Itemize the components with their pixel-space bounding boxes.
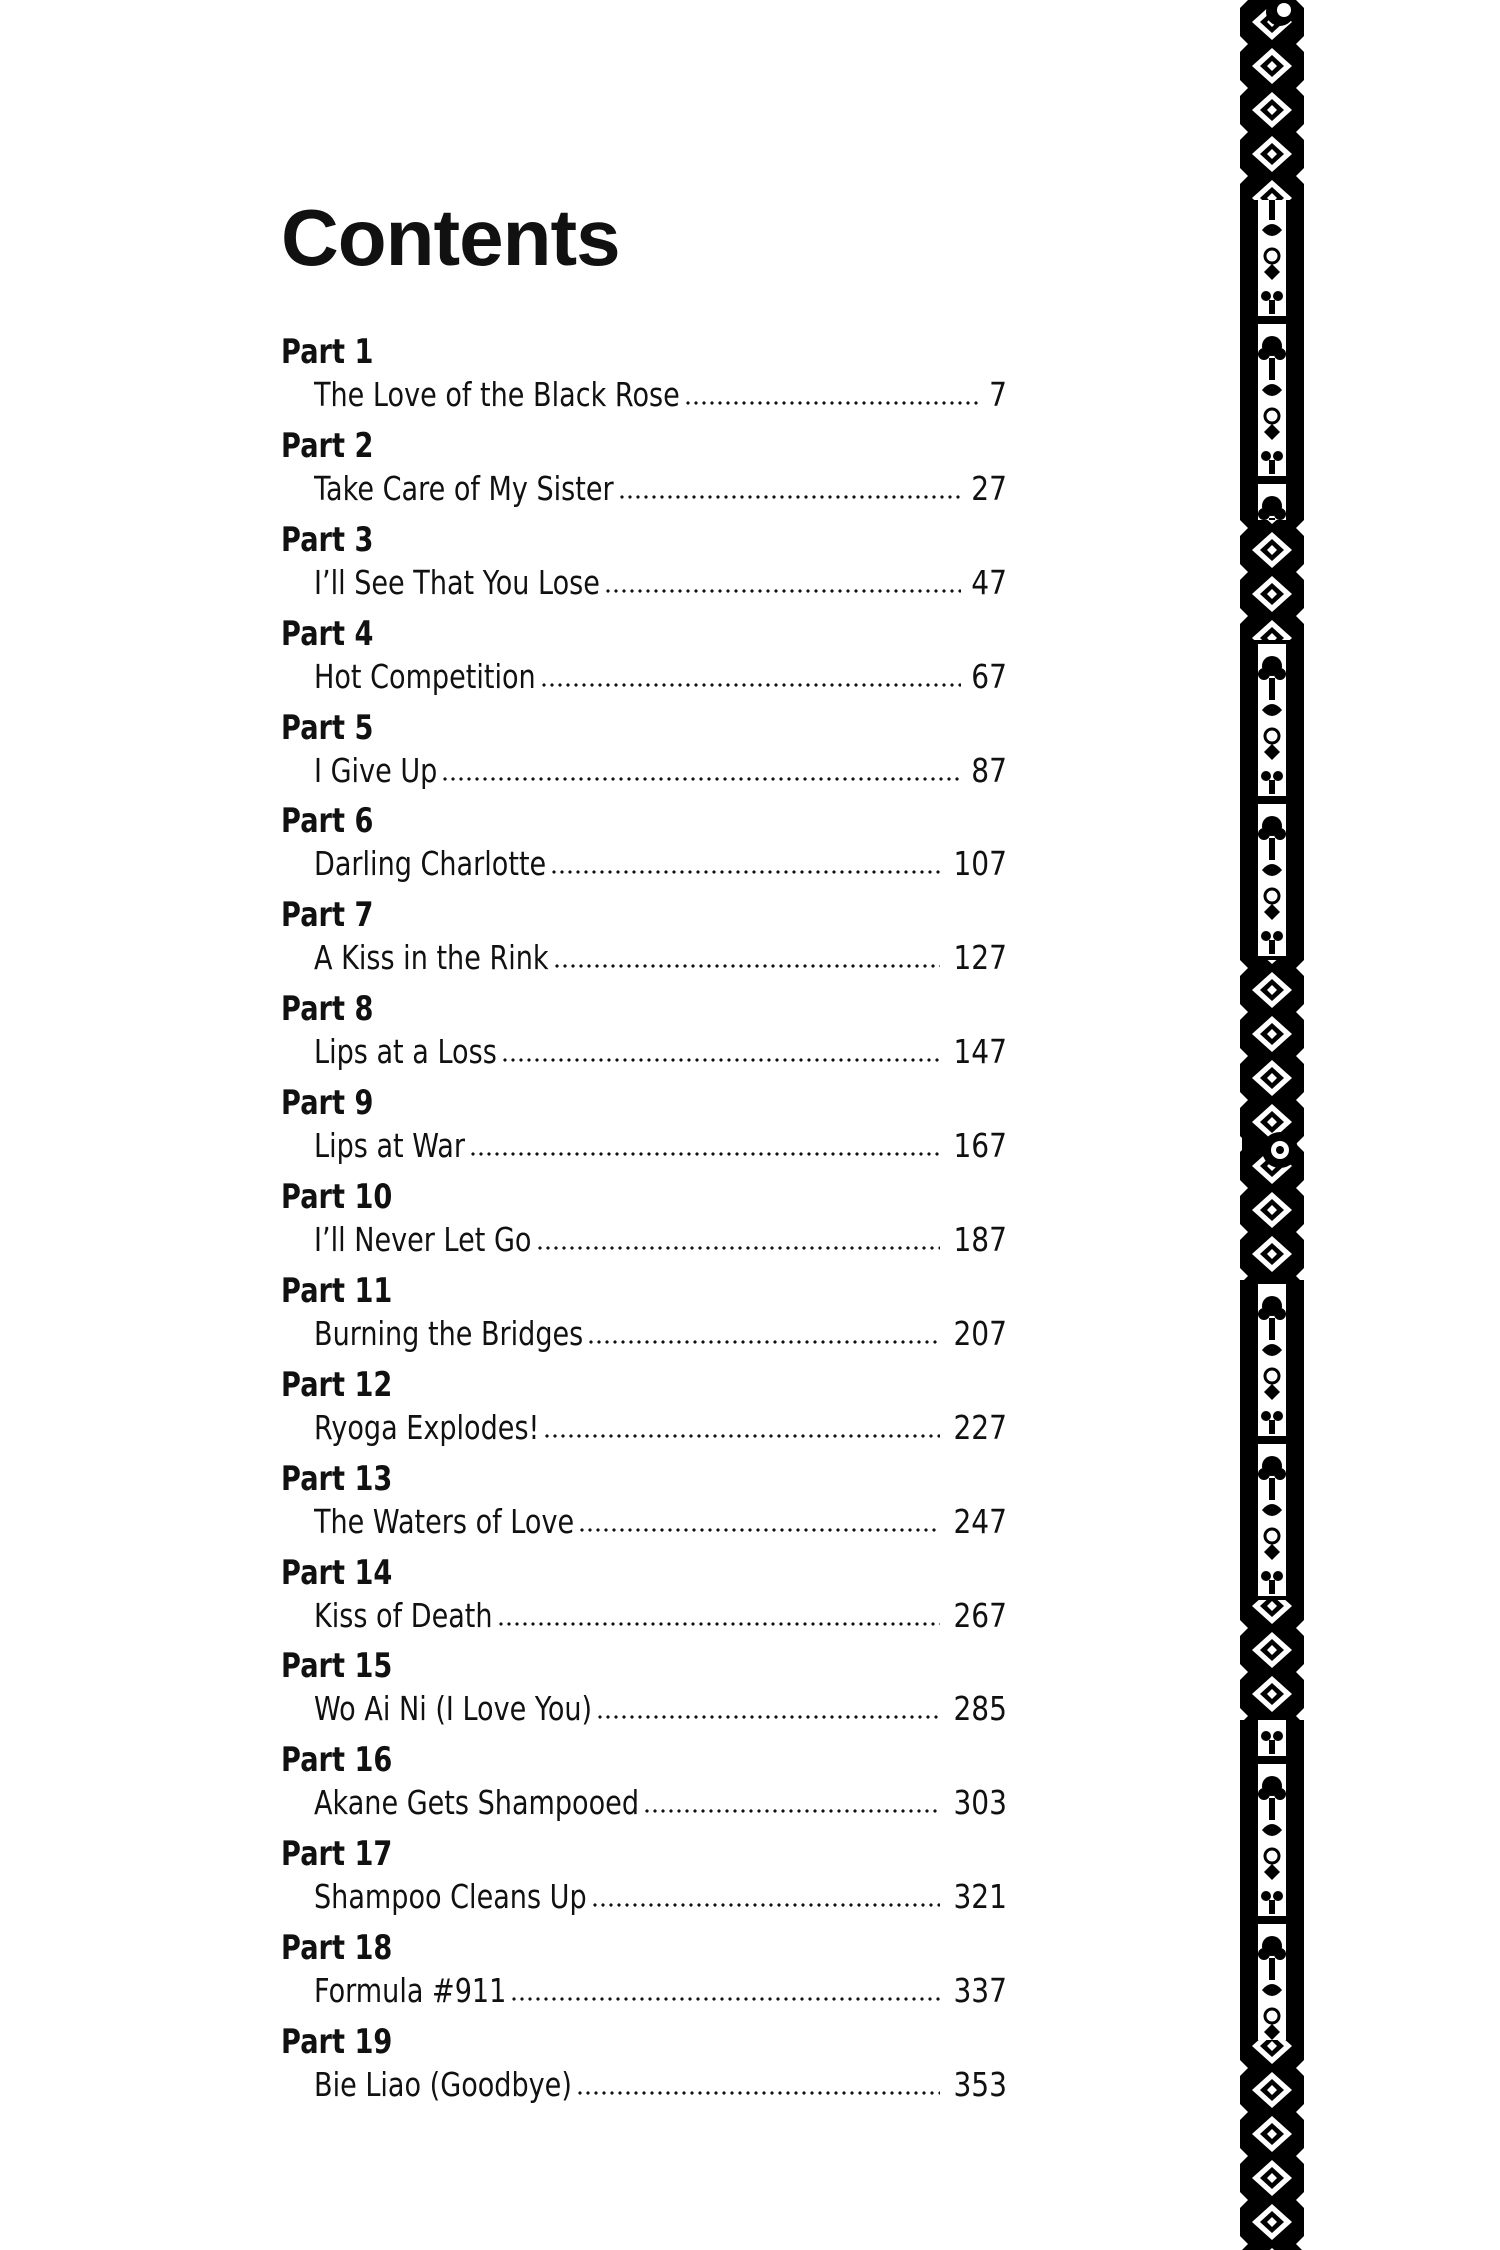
- toc-entry: [281, 1832, 1007, 1926]
- chapter-line: [314, 558, 1007, 602]
- part-label: Part 7: [281, 895, 374, 936]
- page-number: 127: [953, 938, 1007, 978]
- chapter-title: I Give Up: [314, 750, 438, 790]
- toc-entry: [281, 2020, 1007, 2114]
- page-number: 7: [989, 375, 1007, 414]
- dot-leader: [536, 1246, 941, 1250]
- chapter-line: [314, 652, 1007, 696]
- chapter-title: Kiss of Death: [314, 1595, 493, 1635]
- page-number: 47: [971, 562, 1007, 602]
- dot-leader: [553, 964, 940, 968]
- part-label: Part 16: [281, 1740, 393, 1781]
- chapter-title: Lips at War: [314, 1126, 466, 1166]
- toc-entry: [281, 706, 1007, 800]
- toc-entry: [281, 1926, 1007, 2020]
- dot-leader: [510, 1997, 940, 2001]
- part-label: Part 19: [281, 2022, 393, 2063]
- chapter-title: Shampoo Cleans Up: [314, 1877, 587, 1917]
- chapter-line: [314, 933, 1007, 977]
- toc-entry: [281, 799, 1007, 893]
- chapter-title: Darling Charlotte: [314, 844, 547, 884]
- chapter-line: [314, 1872, 1007, 1916]
- toc-entry: [281, 893, 1007, 987]
- part-label: Part 18: [281, 1928, 393, 1969]
- part-label: Part 2: [281, 425, 374, 466]
- chapter-title: Take Care of My Sister: [314, 468, 614, 508]
- dot-leader: [501, 1058, 940, 1062]
- toc-entry: [281, 1644, 1007, 1738]
- chapter-title: Hot Competition: [314, 656, 536, 696]
- dot-leader: [591, 1903, 940, 1907]
- toc-entry: [281, 424, 1007, 518]
- chapter-line: [314, 839, 1007, 883]
- chapter-line: [314, 1215, 1007, 1259]
- part-label: Part 12: [281, 1364, 393, 1405]
- chapter-line: [314, 1121, 1007, 1165]
- toc-entry: [281, 1457, 1007, 1551]
- chapter-line: [314, 1591, 1007, 1635]
- page-number: 87: [971, 750, 1007, 790]
- page-number: 285: [953, 1689, 1007, 1729]
- toc-entry: [281, 1269, 1007, 1363]
- chapter-title: Wo Ai Ni (I Love You): [314, 1689, 593, 1729]
- page-number: 337: [953, 1971, 1007, 2011]
- page-number: 207: [953, 1313, 1007, 1353]
- chapter-title: Formula #911: [314, 1971, 507, 2011]
- page-number: 247: [953, 1501, 1007, 1541]
- part-label: Part 15: [281, 1646, 393, 1687]
- page-number: 147: [953, 1032, 1007, 1072]
- part-label: Part 3: [281, 519, 374, 560]
- dot-leader: [643, 1809, 940, 1813]
- part-label: Part 6: [281, 801, 374, 842]
- page-number: 167: [953, 1126, 1007, 1166]
- chapter-line: [314, 746, 1007, 790]
- dot-leader: [604, 589, 961, 593]
- dot-leader: [441, 777, 961, 781]
- table-of-contents: [281, 330, 1007, 2114]
- ornamental-border-icon: [1240, 0, 1304, 2250]
- dot-leader: [587, 1340, 940, 1344]
- toc-entry: [281, 1363, 1007, 1457]
- chapter-line: [314, 370, 1007, 414]
- chapter-title: I’ll Never Let Go: [314, 1220, 532, 1260]
- page-number: 321: [953, 1877, 1007, 1917]
- chapter-title: Burning the Bridges: [314, 1313, 584, 1353]
- chapter-title: Bie Liao (Goodbye): [314, 2065, 572, 2105]
- chapter-title: Ryoga Explodes!: [314, 1407, 540, 1447]
- page-number: 303: [953, 1783, 1007, 1823]
- chapter-line: [314, 464, 1007, 508]
- part-label: Part 10: [281, 1177, 393, 1218]
- part-label: Part 13: [281, 1458, 393, 1499]
- page-number: 187: [953, 1220, 1007, 1260]
- page-number: 67: [971, 656, 1007, 696]
- dot-leader: [540, 683, 961, 687]
- toc-entry: [281, 1551, 1007, 1645]
- toc-entry: [281, 330, 1007, 424]
- toc-entry: [281, 612, 1007, 706]
- chapter-title: A Kiss in the Rink: [314, 938, 549, 978]
- toc-entry: [281, 518, 1007, 612]
- chapter-line: [314, 1403, 1007, 1447]
- toc-entry: [281, 987, 1007, 1081]
- part-label: Part 17: [281, 1834, 393, 1875]
- page-number: 267: [953, 1595, 1007, 1635]
- page-number: 227: [953, 1407, 1007, 1447]
- chapter-line: [314, 1966, 1007, 2010]
- chapter-title: Akane Gets Shampooed: [314, 1783, 640, 1823]
- chapter-title: I’ll See That You Lose: [314, 562, 600, 602]
- dot-leader: [684, 401, 982, 405]
- part-label: Part 14: [281, 1552, 393, 1593]
- toc-entry: [281, 1081, 1007, 1175]
- part-label: Part 1: [281, 332, 374, 372]
- chapter-line: [314, 1684, 1007, 1728]
- chapter-line: [314, 1027, 1007, 1071]
- chapter-title: The Waters of Love: [314, 1501, 575, 1541]
- dot-leader: [618, 495, 961, 499]
- dot-leader: [578, 1528, 940, 1532]
- chapter-title: The Love of the Black Rose: [314, 375, 680, 414]
- dot-leader: [469, 1152, 940, 1156]
- toc-entry: [281, 1175, 1007, 1269]
- toc-entry: [281, 1738, 1007, 1832]
- page-number: 27: [971, 468, 1007, 508]
- chapter-title: Lips at a Loss: [314, 1032, 497, 1072]
- part-label: Part 5: [281, 707, 374, 748]
- chapter-line: [314, 2060, 1007, 2104]
- dot-leader: [543, 1434, 940, 1438]
- chapter-line: [314, 1497, 1007, 1541]
- chapter-line: [314, 1778, 1007, 1822]
- dot-leader: [497, 1622, 940, 1626]
- part-label: Part 11: [281, 1270, 393, 1311]
- dot-leader: [576, 2091, 940, 2095]
- page-number: 353: [953, 2065, 1007, 2105]
- page-number: 107: [953, 844, 1007, 884]
- part-label: Part 4: [281, 613, 374, 654]
- dot-leader: [596, 1715, 940, 1719]
- part-label: Part 9: [281, 1083, 374, 1124]
- dot-leader: [550, 870, 940, 874]
- chapter-line: [314, 1309, 1007, 1353]
- part-label: Part 8: [281, 989, 374, 1030]
- page-title: Contents: [281, 193, 620, 282]
